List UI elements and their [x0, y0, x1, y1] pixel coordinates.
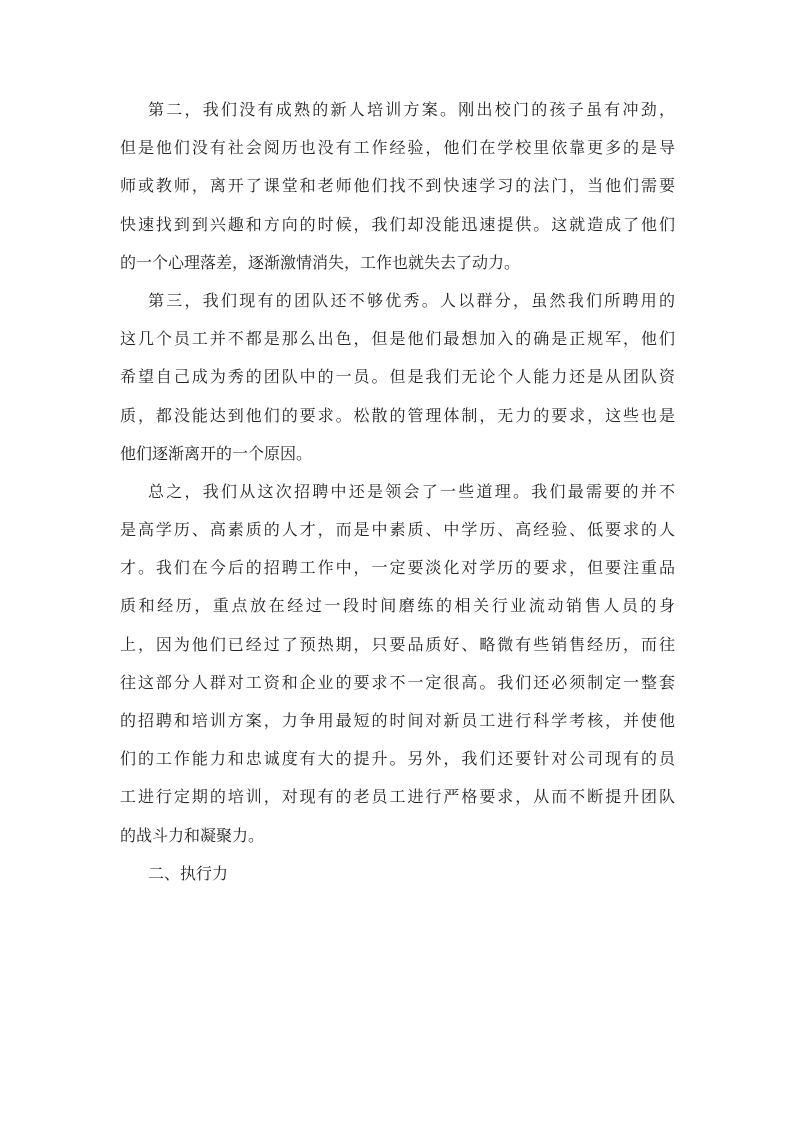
section-heading: 二、执行力: [148, 863, 229, 883]
paragraph-line: 是高学历、高素质的人才，而是中素质、中学历、高经验、低要求的人: [120, 520, 675, 540]
paragraph-line: 工进行定期的培训，对现有的老员工进行严格要求，从而不断提升团队: [120, 787, 675, 807]
paragraph-line: 的招聘和培训方案，力争用最短的时间对新员工进行科学考核，并使他: [120, 711, 675, 730]
paragraph-line: 上，因为他们已经过了预热期，只要品质好、略微有些销售经历，而往: [120, 634, 675, 654]
paragraph-line: 第三，我们现有的团队还不够优秀。人以群分，虽然我们所聘用的: [148, 290, 675, 310]
paragraph-line: 但是他们没有社会阅历也没有工作经验，他们在学校里依靠更多的是导: [120, 138, 675, 158]
paragraph-line: 师或教师，离开了课堂和老师他们找不到快速学习的法门，当他们需要: [120, 176, 675, 196]
paragraph-line: 才。我们在今后的招聘工作中，一定要淡化对学历的要求，但要注重品: [120, 558, 675, 578]
paragraph-line: 第二，我们没有成熟的新人培训方案。刚出校门的孩子虽有冲劲，: [148, 100, 675, 119]
paragraph-line: 他们逐渐离开的一个原因。: [120, 443, 313, 463]
paragraph-line: 们的工作能力和忠诚度有大的提升。另外，我们还要针对公司现有的员: [120, 749, 675, 769]
paragraph-line: 的一个心理落差，逐渐激情消失，工作也就失去了动力。: [120, 252, 521, 272]
paragraph-line: 质和经历，重点放在经过一段时间磨练的相关行业流动销售人员的身: [120, 596, 675, 616]
paragraph-line: 总之，我们从这次招聘中还是领会了一些道理。我们最需要的并不: [148, 481, 675, 501]
document-page: [120, 100, 675, 902]
paragraph-third-point: [120, 291, 675, 464]
paragraph-line: 质，都没能达到他们的要求。松散的管理体制，无力的要求，这些也是: [120, 405, 675, 425]
paragraph-conclusion: [120, 482, 675, 846]
paragraph-line: 快速找到到兴趣和方向的时候，我们却没能迅速提供。这就造成了他们: [120, 214, 675, 234]
paragraph-line: 往这部分人群对工资和企业的要求不一定很高。我们还必须制定一整套: [120, 672, 675, 692]
paragraph-second-point: [120, 100, 675, 273]
paragraph-line: 这几个员工并不都是那么出色，但是他们最想加入的确是正规军，他们: [120, 329, 675, 349]
paragraph-line: 的战斗力和凝聚力。: [120, 825, 265, 845]
paragraph-line: 希望自己成为秀的团队中的一员。但是我们无论个人能力还是从团队资: [120, 367, 675, 387]
